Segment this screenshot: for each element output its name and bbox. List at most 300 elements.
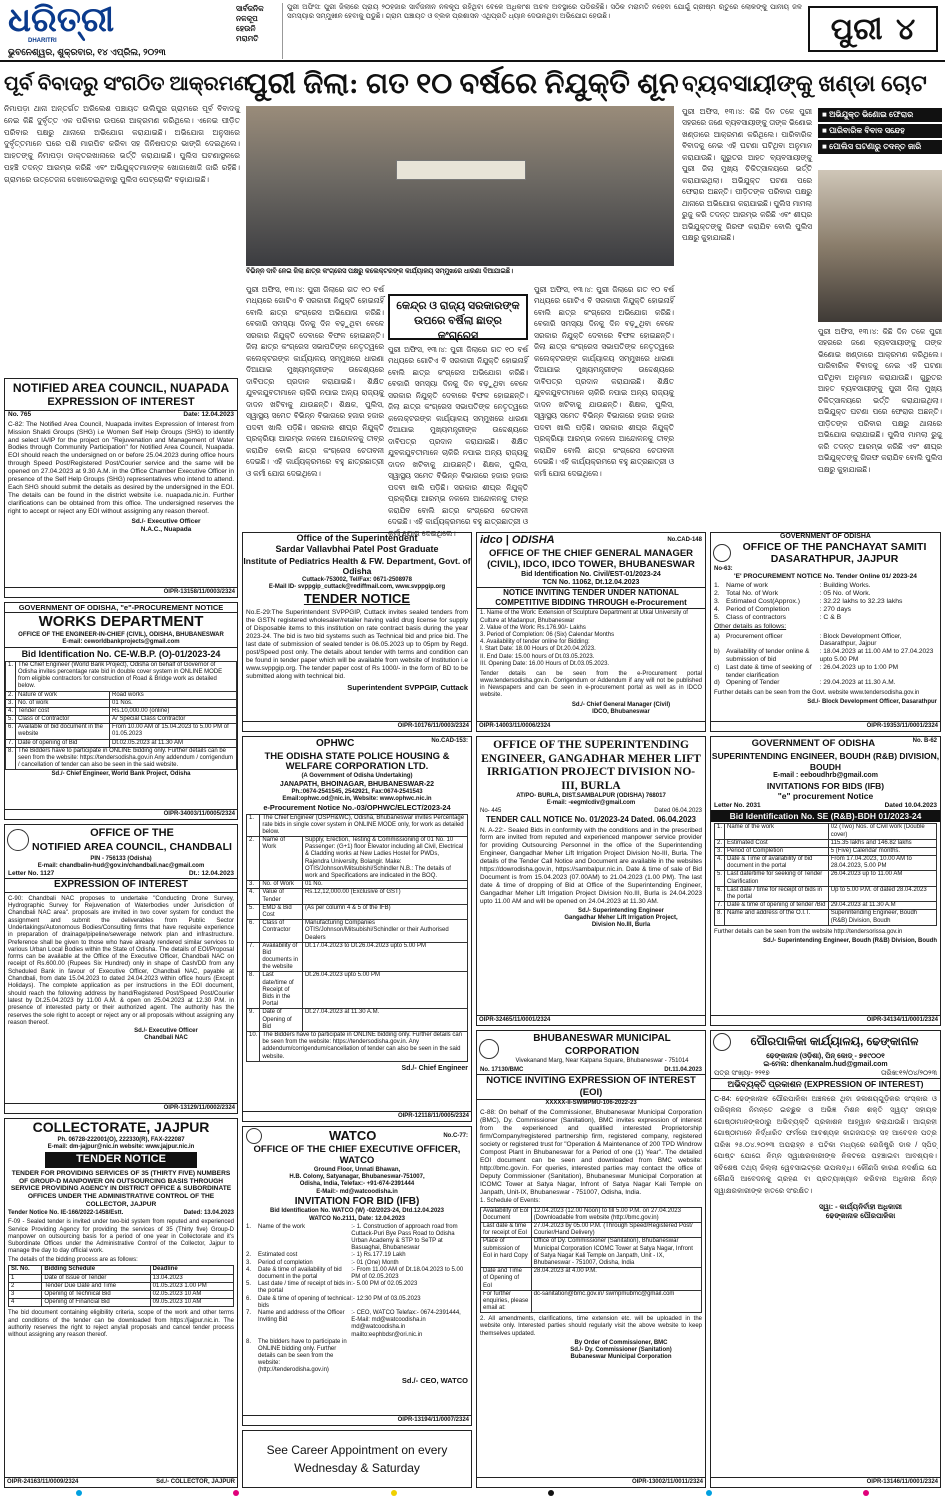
list-item-cell: b) bbox=[714, 648, 720, 656]
table-cell: Availability of Bid documents in the website bbox=[260, 942, 303, 972]
table-cell: Availability of EoI Document bbox=[481, 1207, 532, 1222]
ad-number: No.CAD-148 bbox=[667, 537, 702, 544]
list-item-cell: 4. bbox=[246, 1266, 252, 1273]
list-item-cell: c) bbox=[714, 663, 720, 671]
ad-sign: Sd./- Superintending Engineer bbox=[577, 907, 664, 914]
table-row bbox=[481, 1290, 702, 1313]
ad-ref: OIPR-34003/11/0005/2324 bbox=[5, 809, 237, 820]
list-item-cell: : C & B bbox=[819, 614, 842, 622]
table-cell: 5. bbox=[715, 871, 725, 886]
ad-schedule-table bbox=[8, 1265, 234, 1307]
ad-sub: 'E' PROCUREMENT NOTICE No. Tender Online 01/ 2023-24 bbox=[734, 572, 917, 580]
table-cell: dc-sanitation@bmc.gov.in/ swmpmubmc@gmail.com bbox=[531, 1290, 701, 1313]
emblem-icon bbox=[713, 1033, 731, 1051]
ad-collectorate-jajpur bbox=[4, 1118, 238, 1488]
table-row bbox=[481, 1238, 702, 1268]
ad-items bbox=[711, 632, 940, 689]
ad-bid: Bid Identification No. SE (R&B)-BDH 01/2023-24 bbox=[711, 810, 940, 823]
table-cell: 8. bbox=[715, 910, 725, 925]
list-item bbox=[714, 648, 937, 664]
ad-addr: ଢେଙ୍କାନାଳ (ଓଡ଼ିଶା), ପିନ୍ କୋଡ୍ - ୭୫୯୦୦୧ bbox=[766, 1053, 885, 1060]
table-row bbox=[6, 699, 237, 707]
dateline: ଭୁବନେଶ୍ୱର, ଶୁକ୍ରବାର, ୧୪ ଏପ୍ରିଲ, ୨୦୨୩ bbox=[8, 47, 166, 57]
table-cell: Date of Opening of Bid bbox=[260, 1009, 303, 1032]
list-item-cell: :- CEO, WATCO Telefax:- 0674-2391444, E-Mail: md@watcoodisha.in md@watcoodisha.in mailto:eephbdsr@ori.nic.in bbox=[351, 1309, 461, 1338]
ad-other: Other details as follows: bbox=[714, 623, 787, 631]
table-cell: 6. bbox=[247, 920, 260, 943]
table-cell: Road works bbox=[110, 691, 237, 699]
ad-title: COLLECTORATE, JAJPUR bbox=[32, 1119, 210, 1135]
ad-chandbali bbox=[4, 824, 238, 1114]
list-item bbox=[246, 1339, 468, 1375]
main-inset-text: କେନ୍ଦ୍ର ଓ ରାଜ୍ୟ ସରକାରଙ୍କ ଉପରେ ବର୍ଷିଲା ଛାତ୍ର କଂଗ୍ରେସ bbox=[396, 300, 520, 342]
ad-refno: XXXXX-II-SWMPMU-106-2022-23 bbox=[545, 1100, 637, 1107]
ad-boudh bbox=[710, 736, 941, 1026]
table-row bbox=[6, 707, 237, 715]
ad-ref: OIPR-13158/11/0003/2324 bbox=[5, 587, 237, 598]
table-row bbox=[9, 1299, 234, 1307]
list-item-cell: : 32.22 lakhs to 32.23 lakhs bbox=[819, 597, 903, 605]
table-cell: 4 bbox=[9, 1299, 42, 1307]
teaser-text: ପୁରୀ ଅଫିସ: ପୁରୀ ଜିଲାରେ ପ୍ରାୟ ୨୦ହଜାର ସାର୍ବଜନୀନ ନଳକୂପ ରହିଥିବା ବେଳେ ଅଧିକାଂଶ ଅଚଳ ଅବସ୍ଥାରେ ପଡିରହିଛି। ସଠିକ ମରାମତି ନହେବା ଯୋଗୁଁ ଗ୍ରୀଷ୍ମ ଋତୁରେ ଲୋକଙ୍କୁ ପାନୀୟ ଜଳ ସମସ୍ୟାର ସମ୍ମୁଖୀନ ହେବାକୁ ପଡୁଛି। ଗ୍ରାମ ପଞ୍ଚାୟତ ଓ ବ୍ଲକ ପ୍ରଶାସନ ଏଥିପ୍ରତି ଧ୍ୟାନ ଦେଉନଥିବା ଅଭିଯୋଗ ହେଉଛି। bbox=[282, 3, 802, 59]
table-cell: Last date/time of Receipt of Bids in the Portal bbox=[260, 972, 303, 1009]
ad-office: OFFICE OF THE ENGINEER-IN-CHIEF (CIVIL), ODISHA, BHUBANESWAR bbox=[18, 632, 224, 639]
list-item-cell: :- 01 (One) Month bbox=[351, 1259, 399, 1266]
list-item-cell: 1. bbox=[714, 581, 720, 589]
watco-logo-icon bbox=[246, 1128, 262, 1144]
ad-bar: TENDER NOTICE bbox=[45, 1152, 197, 1168]
ad-pin: PIN - 756133 (Odisha) bbox=[90, 855, 152, 862]
ad-email: E-mail: dm-jajpur@nic.in website: www.jajpur.nic.in bbox=[47, 1143, 195, 1150]
ad-date: Dated 10.04.2023 bbox=[884, 801, 937, 809]
masthead-logo: ଧରିତ୍ରୀ bbox=[8, 2, 115, 39]
ad-date: Dated 06.04.2023 bbox=[654, 807, 702, 814]
table-cell: 5. bbox=[6, 716, 16, 724]
ad-ref: OIPR-13129/11/0002/2324 bbox=[5, 1103, 237, 1114]
table-cell: 5. bbox=[247, 904, 260, 919]
ad-number: No. 765 bbox=[8, 410, 32, 418]
ad-sub: INVITATIONS FOR BIDS (IFB) bbox=[766, 780, 885, 791]
list-item-cell: Name of work bbox=[726, 581, 768, 589]
ad-notice: WATCO No.2111, Date: 12.04.2023 bbox=[309, 1215, 405, 1222]
list-item: 4. Availability of tender online for Bidding: bbox=[480, 639, 590, 646]
table-cell: No. of work bbox=[16, 699, 110, 707]
list-item-cell: 4. bbox=[714, 606, 720, 614]
table-cell: 01.05.2023 1.00 PM bbox=[150, 1282, 233, 1290]
ad-items bbox=[711, 581, 940, 624]
list-item: III. Opening Date: 16.00 Hours of Dt.03.05.2023. bbox=[480, 660, 610, 667]
table-cell: Opening of Financial Bid bbox=[42, 1299, 150, 1307]
ad-sub: "e" procurement Notice bbox=[777, 791, 874, 802]
list-item-cell: Name of the work bbox=[258, 1223, 306, 1230]
table-cell: EMD & Bid Cost bbox=[260, 904, 303, 919]
list-item bbox=[714, 582, 937, 590]
ad-sign: ସ୍ୱା: - କାର୍ଯ୍ୟନିର୍ବାହୀ ଅଧିକାରୀ bbox=[819, 1202, 902, 1212]
ad-number: No.C-77: bbox=[443, 1132, 468, 1139]
list-item bbox=[714, 598, 937, 606]
table-cell: Name of the work bbox=[725, 824, 829, 839]
emblem-icon bbox=[713, 544, 731, 562]
table-row bbox=[715, 847, 937, 855]
list-item-cell: Name and address of the Officer Inviting Bid bbox=[258, 1309, 345, 1324]
ad-dasarathpur bbox=[710, 532, 941, 732]
table-cell: Last date/time for seeking of Tender Clarification bbox=[725, 871, 829, 886]
list-item-cell: Total No. of Work bbox=[726, 589, 779, 597]
masthead-logo-sub: DHARITRI bbox=[28, 38, 57, 44]
ad-tail: 2. All amendments, clarifications, time extension etc. will be uploaded in the website only. Interested parties should regularly visit the above website to keep themselves updated. bbox=[480, 1316, 702, 1337]
ad-number: No.CAD-153: bbox=[431, 738, 468, 744]
table-row bbox=[247, 972, 468, 1009]
table-cell: 1. bbox=[715, 824, 725, 839]
list-item-cell: : Block Development Officer, Dasarathpur, Jajpur bbox=[819, 632, 902, 648]
ad-letter: Letter No. 2031 bbox=[714, 801, 761, 809]
table-cell: For further enquiries, please email at: bbox=[481, 1290, 532, 1313]
emblem-icon bbox=[7, 829, 29, 851]
ad-dhenkanal bbox=[710, 1030, 941, 1488]
table-cell: Estimated Cost bbox=[725, 839, 829, 847]
table-cell: 12.04.2023 (12.00 Noon) to till 5.00 P.M. on 27.04.2023 (Downloadable from website (http://bmc.gov.in) bbox=[531, 1207, 701, 1222]
table-cell: Opening of Technical Bid bbox=[42, 1291, 150, 1299]
list-item bbox=[714, 679, 937, 687]
ad-table bbox=[480, 1207, 702, 1314]
list-item bbox=[246, 1281, 468, 1295]
ad-sched-intro: The details of the bidding process are as follows: bbox=[8, 1257, 138, 1264]
ad-ref: OIPR-19353/11/0001/2324 bbox=[711, 721, 940, 732]
table-row bbox=[481, 1223, 702, 1238]
ad-line: Cuttack-753002, Tel/Fax: 0671-2508978 bbox=[302, 576, 412, 583]
list-item-cell: 8. bbox=[246, 1338, 252, 1345]
ad-date: Dt.11.04.2023 bbox=[664, 1067, 702, 1074]
table-cell: Up to 5.00 P.M. of dated 28.04.2023 bbox=[828, 886, 936, 901]
table-cell: Name and address of the O.I.T. bbox=[725, 910, 829, 925]
banner bbox=[396, 160, 526, 180]
table-cell: Date of opening of Bid bbox=[16, 739, 110, 747]
protest-photo bbox=[246, 106, 674, 266]
ad-sign: Sd./- Chief General Manager (Civil) bbox=[571, 701, 671, 708]
table-cell: From 17.04.2023, 10.00 AM to 28.04.2023, 5.00 PM bbox=[828, 856, 936, 871]
table-cell: 2. bbox=[715, 839, 725, 847]
table-cell: From 10.00 AM of 15.04.2023 to 5.00 PM of 01.05.2023 bbox=[110, 724, 237, 739]
ad-title: THE ODISHA STATE POLICE HOUSING & WELFARE CORPORATION LTD. bbox=[264, 750, 450, 773]
table-cell: 2. bbox=[6, 691, 16, 699]
ad-title: NOTIFIED AREA COUNCIL, NUAPADA bbox=[12, 381, 230, 395]
list-item-cell: : 29.04.2023 at 11.30 A.M. bbox=[819, 679, 896, 687]
ad-sign: Superintendent SVPPGIP, Cuttack bbox=[347, 682, 468, 692]
table-row bbox=[6, 716, 237, 724]
ad-email: E-mail : eeboudhrb@gmail.com bbox=[773, 772, 878, 780]
ad-title: NOTIFIED AREA COUNCIL, CHANDBALI bbox=[32, 840, 232, 853]
list-item bbox=[246, 1267, 468, 1281]
table-row bbox=[481, 1207, 702, 1222]
list-item-cell: 2. bbox=[246, 1252, 252, 1259]
table-cell: 7. bbox=[715, 902, 725, 910]
table-cell: Class of Contractor bbox=[16, 716, 110, 724]
ad-sub: NOTICE INVITING EXPRESSION OF INTEREST (EOI) bbox=[477, 1074, 705, 1100]
main-caption: ବିଭିନ୍ନ ଦାବି ନେଇ ଜିଲା ଛାତ୍ର କଂଗ୍ରେସ ପକ୍ଷରୁ କଲେକ୍ଟରଙ୍କ କାର୍ଯ୍ୟାଳୟ ସମ୍ମୁଖରେ ଧାରଣା ଦିଆଯାଇଛି। bbox=[246, 268, 513, 275]
ad-letter: Letter No. 1127 bbox=[8, 870, 55, 878]
table-cell: 7. bbox=[6, 739, 16, 747]
ad-addr: Odisha, India, Telefax:- +91-674-2391444 bbox=[299, 1181, 415, 1188]
ad-body: C-90: Chandbali NAC proposes to undertake "Conducting Drone Survey, Hydrographic Survey for Rejuvenation of Waterbodies under Jurisdiction of Chandbali NAC area". proposals are invited in two cover system for conduct the assignment and submit the deliverables from Public Sector Undertakings/Autonomous Bodies/Consulting firms that have requisite experience in preparation of drainage/pipeline/sewerage network plan and infrastructure. Preference shall be given to those who have already rendered similar services to various Urban Local Bodies within the State of Odisha. The details of EOI/Proposal forms can be available at the Office of the Executive Officer, Chandbali NAC on receipt of Rs.600.00 (Rupees Six Hundred) only in shape of Cash/DD from any Scheduled Bank in favour of Executive Officer, Chandbali NAC, payable at Chandbali, from date 15.04.2023 to dated 24.04.2023 within office hours (Except Holidays). The complete application as per instructions in the EOI document, should reach the following address by hand/Registered Post/Speed Post/Courier latest by Dt.25.04.2023 by 11.00 A.M. & open on 25.04.2023 at 12.30 P.M. in presence of interested party or their authorized agent. The authority has the reserves the sole right to accept or reject any or all proposals without assigning any reason thereof. bbox=[8, 894, 234, 1026]
ad-sub: INVITATION FOR BID (IFB) bbox=[294, 1195, 420, 1207]
career-text: See Career Appointment on every Wednesday & Saturday bbox=[266, 1443, 448, 1475]
table-row bbox=[715, 839, 937, 847]
bullet-item: ■ ଅଭିଯୁକ୍ତ ଭିଣୋଇ ଫେରାର bbox=[818, 108, 942, 122]
list-item-cell: 7. bbox=[246, 1309, 252, 1316]
ad-number: No. B-62 bbox=[912, 738, 937, 744]
main-inset bbox=[388, 294, 528, 340]
list-item-cell: a) bbox=[714, 632, 720, 640]
table-cell: 13.04.2023 bbox=[150, 1274, 233, 1282]
ad-phone: Ph.:0674-2541545, 2542921, Fax:0674-2541543 bbox=[291, 788, 423, 795]
list-item-cell: 5. bbox=[714, 614, 720, 622]
table-row bbox=[247, 1009, 468, 1032]
ad-sched-intro: 1. Schedule of Events: bbox=[480, 1198, 541, 1205]
ad-ref: OIPR-13002/11/0011/2324 bbox=[477, 1477, 705, 1488]
ad-sign: Bubaneswar Municipal Corporation bbox=[570, 1354, 672, 1361]
list-item: II. End Date: 15.00 hours of Dt.03.05.2023. bbox=[480, 653, 595, 660]
ad-sign: ଢେଙ୍କାନାଳ ପୌରପାଳିକା bbox=[825, 1211, 896, 1221]
bullet-item: ■ ପୋଲିସ ଘଟଣାରୁ ତଦନ୍ତ ଜାରି bbox=[818, 140, 942, 154]
ad-phone: Ph. 06728-222001(O), 222330(R), FAX-222087 bbox=[57, 1136, 185, 1143]
ad-top: GOVERNMENT OF ODISHA, "e"-PROCUREMENT NOTICE bbox=[5, 603, 237, 613]
table-cell: 3. bbox=[6, 699, 16, 707]
table-cell: Name of Work bbox=[260, 837, 303, 881]
ad-number: ପତ୍ର ସଂଖ୍ୟା- ୨୨୧୭ bbox=[714, 1069, 770, 1077]
table-cell: 6. bbox=[6, 724, 16, 739]
ad-line: Sardar Vallavbhai Patel Post Graduate bbox=[275, 544, 439, 555]
table-cell: 115.35 lakhs and 146.82 lakhs bbox=[828, 839, 936, 847]
ad-date: ତାରିଖ:୧୨/୦୪/୨୦୨୩ bbox=[880, 1069, 937, 1077]
list-item-cell: : Building Works. bbox=[819, 581, 871, 589]
table-row bbox=[247, 837, 468, 881]
right-body-col2: ପୁରୀ ଅଫିସ, ୧୩।୪: କିଛି ଦିନ ତଳେ ପୁରୀ ସହରରେ ଜଣେ ବ୍ୟବସାୟୀଙ୍କୁ ତାଙ୍କ ଭିଣୋଇ ଖଣ୍ଡାରେ ଆକ୍ରମଣ କରିଥିଲେ। ପାରିବାରିକ ବିବାଦକୁ ନେଇ ଏହି ଘଟଣା ଘଟିଥିବା ଅନୁମାନ କରାଯାଉଛି। ଗୁରୁତର ଆହତ ବ୍ୟବସାୟୀଙ୍କୁ ପୁରୀ ଜିଲା ମୁଖ୍ୟ ଚିକିତ୍ସାଳୟରେ ଭର୍ତ୍ତି କରାଯାଇଥିଲା। ଅଭିଯୁକ୍ତ ଘଟଣା ପରେ ଫେରାର ଅଛନ୍ତି। ପୀଡ଼ିତଙ୍କ ପରିବାର ପକ୍ଷରୁ ଥାନାରେ ଅଭିଯୋଗ କରାଯାଇଛି। ପୁଲିସ ମାମଲା ରୁଜୁ କରି ତଦନ୍ତ ଆରମ୍ଭ କରିଛି ଏବଂ ଶୀଘ୍ର ଅଭିଯୁକ୍ତଙ୍କୁ ଗିରଫ କରାଯିବ ବୋଲି ପୁଲିସ ପକ୍ଷରୁ କୁହାଯାଇଛି। bbox=[818, 327, 942, 474]
table-cell: 02.05.2023 10 AM bbox=[150, 1291, 233, 1299]
ad-title: ପୌରପାଳିକା କାର୍ଯ୍ୟାଳୟ, ଢେଙ୍କାନାଳ bbox=[750, 1035, 919, 1048]
ad-tcn: TCN No. 11062, Dt.12.04.2023 bbox=[542, 578, 640, 586]
list-item-cell: d) bbox=[714, 679, 720, 687]
table-row bbox=[6, 724, 237, 739]
ad-top: GOVERNMENT OF ODISHA bbox=[779, 533, 871, 540]
table-cell: 5 (Five) Calendar months. bbox=[828, 847, 936, 855]
table-cell: Dt.02.05.2023 at 11.30 AM bbox=[110, 739, 237, 747]
table-cell: 01 No. bbox=[302, 881, 467, 889]
masthead bbox=[0, 0, 945, 62]
ad-tail: The bid document containing eligibility criteria, scope of the work and other terms and conditions of the tender can be downloaded from https://jajpur.nic.in. The authority reserves the right to reject any/all proposals and cancel tender process without assigning any reason thereof. bbox=[8, 1310, 234, 1338]
table-cell: (As per column 4 & 5 of the IFB) bbox=[302, 904, 467, 919]
list-item-cell: Period of completion bbox=[258, 1259, 313, 1266]
table-cell: 3. bbox=[715, 847, 725, 855]
ad-number: No-63: bbox=[714, 565, 733, 572]
ad-bid: Bid Identification No. CE-W.B.P. (O)-01/2023-24 bbox=[21, 648, 221, 659]
ad-bmc bbox=[476, 1030, 706, 1488]
table-row bbox=[715, 824, 937, 839]
table-cell: 02 (Two) Nos. of Civil work (Double cover) bbox=[828, 824, 936, 839]
table-row bbox=[247, 904, 468, 919]
ad-sign: Gangadhar Meher Lift Irrigation Project, bbox=[564, 914, 678, 921]
ad-items bbox=[243, 1223, 471, 1376]
list-item bbox=[714, 633, 937, 649]
ad-burla bbox=[476, 736, 706, 1026]
ad-number: Tender Notice No. IE-166/2022-1458/Estt. bbox=[8, 1210, 124, 1217]
left-headline: ପୂର୍ବ ବିବାଦରୁ ସଂଗଠିତ ଆକ୍ରମଣ bbox=[4, 73, 249, 95]
ad-sub: NOTICE INVITING TENDER UNDER NATIONAL COMPETITIVE BIDDING THROUGH e-Procurement bbox=[477, 587, 705, 609]
list-item-cell: Estimated cost bbox=[258, 1252, 298, 1259]
ad-top: OFFICE OF THE bbox=[90, 827, 174, 839]
list-item bbox=[246, 1296, 468, 1310]
ad-bid: Bid Identification No. Civil/EST-01/2023-24 bbox=[521, 570, 661, 578]
ad-date: Date: 12.04.2023 bbox=[183, 410, 234, 418]
table-cell: 4. bbox=[247, 889, 260, 904]
ad-line: E-Mail ID- svppgip_cuttack@rediffmail.com, www.svppgip.org bbox=[268, 583, 446, 590]
right-bullets bbox=[818, 108, 942, 164]
main-headline: ପୁରୀ ଜିଲା: ଗତ ୧୦ ବର୍ଷରେ ନିଯୁକ୍ତି ଶୂନ bbox=[246, 68, 679, 100]
ad-email: E-mail: chandbalin-hud@gov.in/chandbali.nac@gmail.com bbox=[37, 863, 205, 870]
list-item-cell: 3. bbox=[246, 1259, 252, 1266]
list-item-cell: Period of Completion bbox=[726, 606, 790, 614]
list-item-cell: 2. bbox=[714, 589, 720, 597]
ad-table bbox=[714, 823, 937, 925]
table-row bbox=[247, 1031, 468, 1061]
list-item-cell: :- From 11.00 AM of Dt.18.04.2023 to 5.00 PM of 02.05.2023 bbox=[351, 1266, 464, 1281]
main-body-col1: ପୁରୀ ଅଫିସ, ୧୩।୪: ପୁରୀ ଜିଲାରେ ଗତ ୧୦ ବର୍ଷ ମଧ୍ୟରେ ଗୋଟିଏ ବି ସରକାରୀ ନିଯୁକ୍ତି ହୋଇନାହିଁ ବୋଲି ଛାତ୍ର କଂଗ୍ରେସ ଅଭିଯୋଗ କରିଛି। ବେକାରି ସମସ୍ୟା ଦିନକୁ ଦିନ ବଢ଼ୁଥିବା ବେଳେ ସରକାର ନିଯୁକ୍ତି ଦେବାରେ ବିଫଳ ହୋଇଛନ୍ତି। ଜିଲା ଛାତ୍ର କଂଗ୍ରେସ ସଭାପତିଙ୍କ ନେତୃତ୍ୱରେ କଲେକ୍ଟରଙ୍କ କାର୍ଯ୍ୟାଳୟ ସମ୍ମୁଖରେ ଧାରଣା ଦିଆଯାଇ ମୁଖ୍ୟମନ୍ତ୍ରୀଙ୍କ ଉଦ୍ଦେଶ୍ୟରେ ଦାବିପତ୍ର ପ୍ରଦାନ କରାଯାଇଛି। ଶିକ୍ଷିତ ଯୁବକଯୁବତୀମାନେ ଚାକିରି ନପାଇ ଅନ୍ୟ ରାଜ୍ୟକୁ ଦାଦନ ଖଟିବାକୁ ଯାଉଛନ୍ତି। ଶିକ୍ଷକ, ପୁଲିସ, ସ୍ୱାସ୍ଥ୍ୟ ସମେତ ବିଭିନ୍ନ ବିଭାଗରେ ହଜାର ହଜାର ପଦବୀ ଖାଲି ପଡ଼ିଛି। ସରକାର ଶୀଘ୍ର ନିଯୁକ୍ତି ପ୍ରକ୍ରିୟା ଆରମ୍ଭ ନକଲେ ଆନ୍ଦୋଳନକୁ ତୀବ୍ର କରାଯିବ ବୋଲି ଛାତ୍ର କଂଗ୍ରେସ ଚେତାବନୀ ଦେଇଛି। ଏହି କାର୍ଯ୍ୟକ୍ରମରେ ବହୁ ଛାତ୍ରଛାତ୍ରୀ ଓ କର୍ମୀ ଯୋଗ ଦେଇଥିଲେ। bbox=[246, 285, 384, 478]
ad-tail: Further details can be seen from the Govt. website www.tendersodisha.gov.in bbox=[714, 690, 920, 697]
ad-subtitle: EXPRESSION OF INTEREST bbox=[5, 396, 237, 411]
ad-addr: H.B. Colony, Satyanagar, Bhubaneswar-751007, bbox=[289, 1174, 425, 1181]
table-cell: 1. bbox=[6, 661, 16, 691]
table-cell: Dt.27.04.2023 at 11.30 A.M. bbox=[302, 1009, 467, 1032]
ad-ophwc bbox=[242, 736, 472, 1122]
right-body-col1: ପୁରୀ ଅଫିସ, ୧୩।୪: କିଛି ଦିନ ତଳେ ପୁରୀ ସହରରେ ଜଣେ ବ୍ୟବସାୟୀଙ୍କୁ ତାଙ୍କ ଭିଣୋଇ ଖଣ୍ଡାରେ ଆକ୍ରମଣ କରିଥିଲେ। ପାରିବାରିକ ବିବାଦକୁ ନେଇ ଏହି ଘଟଣା ଘଟିଥିବା ଅନୁମାନ କରାଯାଉଛି। ଗୁରୁତର ଆହତ ବ୍ୟବସାୟୀଙ୍କୁ ପୁରୀ ଜିଲା ମୁଖ୍ୟ ଚିକିତ୍ସାଳୟରେ ଭର୍ତ୍ତି କରାଯାଇଥିଲା। ଅଭିଯୁକ୍ତ ଘଟଣା ପରେ ଫେରାର ଅଛନ୍ତି। ପୀଡ଼ିତଙ୍କ ପରିବାର ପକ୍ଷରୁ ଥାନାରେ ଅଭିଯୋଗ କରାଯାଇଛି। ପୁଲିସ ମାମଲା ରୁଜୁ କରି ତଦନ୍ତ ଆରମ୍ଭ କରିଛି ଏବଂ ଶୀଘ୍ର ଅଭିଯୁକ୍ତଙ୍କୁ ଗିରଫ କରାଯିବ ବୋଲି ପୁଲିସ ପକ୍ଷରୁ କୁହାଯାଇଛି। bbox=[682, 107, 812, 243]
victim-photo bbox=[818, 170, 942, 322]
ad-top: GOVERNMENT OF ODISHA bbox=[751, 738, 876, 749]
ad-svppgip bbox=[242, 532, 472, 732]
ad-number: No- 445 bbox=[480, 807, 502, 814]
ad-bid: Bid Identification No. WATCO (W) -02/2023-24, Dtd.12.04.2023 bbox=[270, 1208, 444, 1215]
bmc-logo-icon bbox=[479, 1039, 499, 1059]
ad-tail: Further details can be seen from the website http://tendersorissa.gov.in bbox=[714, 928, 903, 935]
table-header-cell: Bidding Schedule bbox=[42, 1266, 150, 1274]
table-cell: Superintending Engineer, Boudh (R&B) Division, Boudh bbox=[828, 910, 936, 925]
table-row bbox=[715, 856, 937, 871]
ad-title: OFFICE OF THE SUPERINTENDING ENGINEER, GANGADHAR MEHER LIFT IRRIGATION PROJECT DIVISION NO-III, BURLA bbox=[481, 739, 701, 792]
table-row bbox=[247, 942, 468, 972]
right-headline: ବ୍ୟବସାୟୀଙ୍କୁ ଖଣ୍ଡା ଚୋଟ bbox=[682, 71, 927, 96]
table-cell: 28.04.2023 at 4.00 P.M. bbox=[531, 1268, 701, 1291]
ad-addr: AT/PO- BURLA, DIST.SAMBALPUR (ODISHA) 768017 bbox=[516, 793, 666, 800]
ad-addr: Vivekanand Marg, Near Kalpana Square, Bhubaneswar - 751014 bbox=[515, 1058, 689, 1064]
list-item: I. Start Date: 18.00 Hours of Dt.20.04.2023. bbox=[480, 646, 596, 653]
ad-watco bbox=[242, 1126, 472, 1426]
ad-sign: Sd./- Dy. Commissioner (Sanitation) bbox=[570, 1347, 672, 1354]
ad-sign: Sd./- Executive Officer bbox=[134, 1028, 198, 1035]
table-row bbox=[247, 814, 468, 837]
list-item-cell: 6. bbox=[246, 1295, 252, 1302]
table-row bbox=[9, 1282, 234, 1290]
list-item-cell: 3. bbox=[714, 597, 720, 605]
table-cell: 4. bbox=[6, 707, 16, 715]
ad-ref: OIPR-13146/11/0001/2324 bbox=[711, 1477, 940, 1488]
list-item-cell: The bidders have to participate in ONLINE bidding only. Further details can be seen from the website: (http://tenderodisha.gov.in) bbox=[258, 1338, 347, 1374]
table-row bbox=[715, 902, 937, 910]
ad-email: E-Mail:- md@watcoodisha.in bbox=[316, 1188, 398, 1195]
table-row bbox=[9, 1274, 234, 1282]
ad-sign: Chandbali NAC bbox=[144, 1035, 188, 1042]
list-item-cell: Availability of tender online & submission of bid bbox=[726, 648, 810, 663]
ad-sign: IDCO, Bhubaneswar bbox=[592, 708, 650, 715]
list-item-cell: :- 5.00 PM of 02.05.2023 bbox=[351, 1281, 418, 1288]
left-article-body: ନିମାପଡ଼ା ଥାନା ଅନ୍ତର୍ଗତ ଅରିଲେଶ ପଞ୍ଚାୟତ ଉଲିପୁର ଗ୍ରାମରେ ପୂର୍ବ ବିବାଦକୁ ନେଇ କିଛି ଦୁର୍ବୃତ୍ତ ଏକ ପରିବାର ଉପରେ ଆକ୍ରମଣ କରିଥିଲେ। ଏନେଇ ପୀଡ଼ିତ ପରିବାର ପକ୍ଷରୁ ଥାନାରେ ଅଭିଯୋଗ କରାଯାଇଛି। ଅଭିଯୋଗ ଅନୁସାରେ ଦୁର୍ବୃତ୍ତମାନେ ଘରେ ପଶି ମାରପିଟ କରିବା ସହ ଜିନିଷପତ୍ର ଭାଙ୍ଗି ଦେଇଥିଲେ। ଆହତଙ୍କୁ ନିମାପଡ଼ା ଡାକ୍ତରଖାନାରେ ଭର୍ତ୍ତି କରାଯାଇଛି। ପୁଲିସ ଘଟଣାସ୍ଥଳରେ ପହଞ୍ଚି ତଦନ୍ତ ଆରମ୍ଭ କରିଛି ଏବଂ ଅଭିଯୁକ୍ତମାନଙ୍କ ଖୋଜାଖୋଜି ଜାରି ରହିଛି। ଗ୍ରାମରେ ଉତ୍ତେଜନା ଦେଖାଦେଇଥିବାରୁ ପୁଲିସ ପେଟ୍ରୋଲିଂ ବଢ଼ାଯାଇଛି। bbox=[4, 104, 240, 184]
ad-email: E-mail: -eegmlcdiv@gmail.com bbox=[546, 800, 636, 807]
ad-date: Dt.: 12.04.2023 bbox=[188, 870, 234, 878]
table-cell: 9. bbox=[247, 1009, 260, 1032]
table-cell: Rs.10,000.00 (online) bbox=[110, 707, 237, 715]
table-cell: 1 bbox=[9, 1274, 42, 1282]
list-item-cell: :- 1. Construction of approach road from Cuttack-Puri Bye Pass Road to Odisha Urban Academy & STP to SeTP at Basuaghai, Bhubaneswar bbox=[351, 1223, 458, 1252]
ad-body: No.E-29:The Superintendent SVPPGIP, Cuttack invites sealed tenders from the GSTN registered wholesaler/retailer having valid drug license for supply of Disposable items to this institution on rate contract basis during the year 2023-24. The bid is two bid systems such as Technical bid and price bid. The last date of submission of sealed tender is 06.05.2023 up to 05pm by Regd. post/Speed post only. The details about tender with terms and condition can be found in tender paper which will be available from website of Institution i.e www.svppgip.org. The tender paper cost of Rs 1000/- in the form of BD to be submitted along with technical bid. bbox=[246, 609, 468, 680]
ad-line: Office of the Superintendent bbox=[296, 533, 418, 543]
ad-items bbox=[477, 609, 705, 669]
ad-sign: Sd./- Chief Engineer bbox=[401, 1064, 468, 1072]
table-cell: 7. bbox=[247, 942, 260, 972]
table-cell: Date and Time of Opening of EoI bbox=[481, 1268, 532, 1291]
table-row bbox=[715, 871, 937, 886]
table-row bbox=[715, 910, 937, 925]
ad-email: Email:ophwc.od@nic.in, Website: www.ophwc.nic.in bbox=[282, 796, 432, 803]
table-cell: 2. bbox=[247, 837, 260, 881]
ad-sign: Sd./- Executive Officer bbox=[131, 517, 201, 525]
table-header-cell: Sl. No. bbox=[9, 1266, 42, 1274]
list-item bbox=[714, 614, 937, 622]
ad-body: C-82: The Notified Area Council, Nuapada invites Expression of Interest from Mission Shakti Groups (SHG) i.e Women Self Help Groups (SHG) to identify and select IA/IP for the project on "Rejuvenation and Management of Water Bodies through Community Participation" for Notified Area Council, Nuapada. EOI should reach the undersigned on or before 25.04.2023 during office hours through Speed Post/Registered Post/Courier service and the same will be opened on 27.04.2023 at 9.30 A.M. in the Office Chamber Executive Officer in presence of the Self Help Groups (SHG) representatives who intend to attend. Each SHG should submit the details as desired by the undersigned in the EOI. The details can be found in the district website i.e. nuapada.nic.in. Further clarifications can be obtained from this office. The undersigned reserves the right to accept or reject any EOI without assigning any reason thereof. bbox=[8, 420, 234, 515]
ad-ref: OIPR-34134/11/0001/2324 bbox=[711, 1015, 940, 1026]
list-item-cell: :- 12:30 PM of 03.05.2023 bbox=[351, 1295, 421, 1302]
table-cell: 01 Nos. bbox=[110, 699, 237, 707]
table-cell: Available of bid document in the website bbox=[16, 724, 110, 739]
list-item-cell: : 18.04.2023 at 11.00 AM to 27.04.2023 upto 5.00 PM bbox=[819, 648, 934, 663]
ad-body: F-09 - Sealed tender is invited under two-bid system from reputed and experienced Service Providing Agency for providing the services of 35 (Thirty five) Group-D manpower on outsourcing basis for a period of one year in Collectorate and it's Subordinate Offices under the Administrative Control of the Collector, Jajpur to manage the day to day official work. bbox=[8, 1219, 234, 1255]
ad-sub: (A Government of Odisha Undertaking) bbox=[301, 773, 413, 780]
table-cell: Nature of work bbox=[16, 691, 110, 699]
list-item bbox=[246, 1224, 468, 1253]
table-header-cell: Deadline bbox=[150, 1266, 233, 1274]
ad-ref: OIPR-10176/11/0003/2324 bbox=[243, 721, 471, 732]
ad-ref: OIPR-12118/11/0005/2324 bbox=[243, 1111, 471, 1122]
list-item: 1. Name of the Work: Extension of Sculpture Department at Utkal University of Culture at Madanpur, Bhubaneswar bbox=[480, 610, 688, 624]
list-item-cell: Last date / time of receipt of bids in the portal bbox=[258, 1281, 352, 1295]
ad-title: OFFICE OF THE PANCHAYAT SAMITI DASARATHPUR, JAJPUR bbox=[742, 541, 927, 566]
table-cell: 6. bbox=[715, 886, 725, 901]
table-cell: Last date / time for receipt of bids in the portal bbox=[725, 886, 829, 901]
list-item bbox=[246, 1260, 468, 1267]
ad-sign: Sd./- Chief Engineer, World Bank Project, Odisha bbox=[51, 771, 191, 778]
ad-number: No. 17130/BMC bbox=[480, 1067, 524, 1074]
list-item-cell: : 05 No. of Work. bbox=[819, 589, 871, 597]
ad-email: ଇ-ମେଲ: dhenkanalm.hud@gmail.com bbox=[763, 1061, 888, 1069]
page-label bbox=[808, 6, 938, 52]
table-cell: Place of submission of EoI in hard Copy bbox=[481, 1238, 532, 1268]
ad-addr: JANAPATH, BHOINAGAR, BHUBANESWAR-22 bbox=[279, 780, 435, 788]
list-item-cell: Class of contractors bbox=[726, 614, 787, 622]
list-item-cell: Date & time of opening of technical bids bbox=[258, 1295, 352, 1309]
list-item-cell: 5. bbox=[246, 1281, 252, 1288]
table-row bbox=[247, 889, 468, 904]
table-cell: The Bidders have to participate in ONLINE bidding only. Further details can be seen from the website: https://tendersodisha.gov.in Any addendum / corrigendum / cancellation of tender can also be seen in the said website. bbox=[16, 747, 237, 770]
table-cell: 29.04.2023 at 11.30 A.M bbox=[828, 902, 936, 910]
table-cell: Tender Due Date and Time bbox=[42, 1282, 150, 1290]
table-cell: Rs.12,12,000.00 (Exclusive of GST) bbox=[302, 889, 467, 904]
table-row bbox=[6, 747, 237, 770]
